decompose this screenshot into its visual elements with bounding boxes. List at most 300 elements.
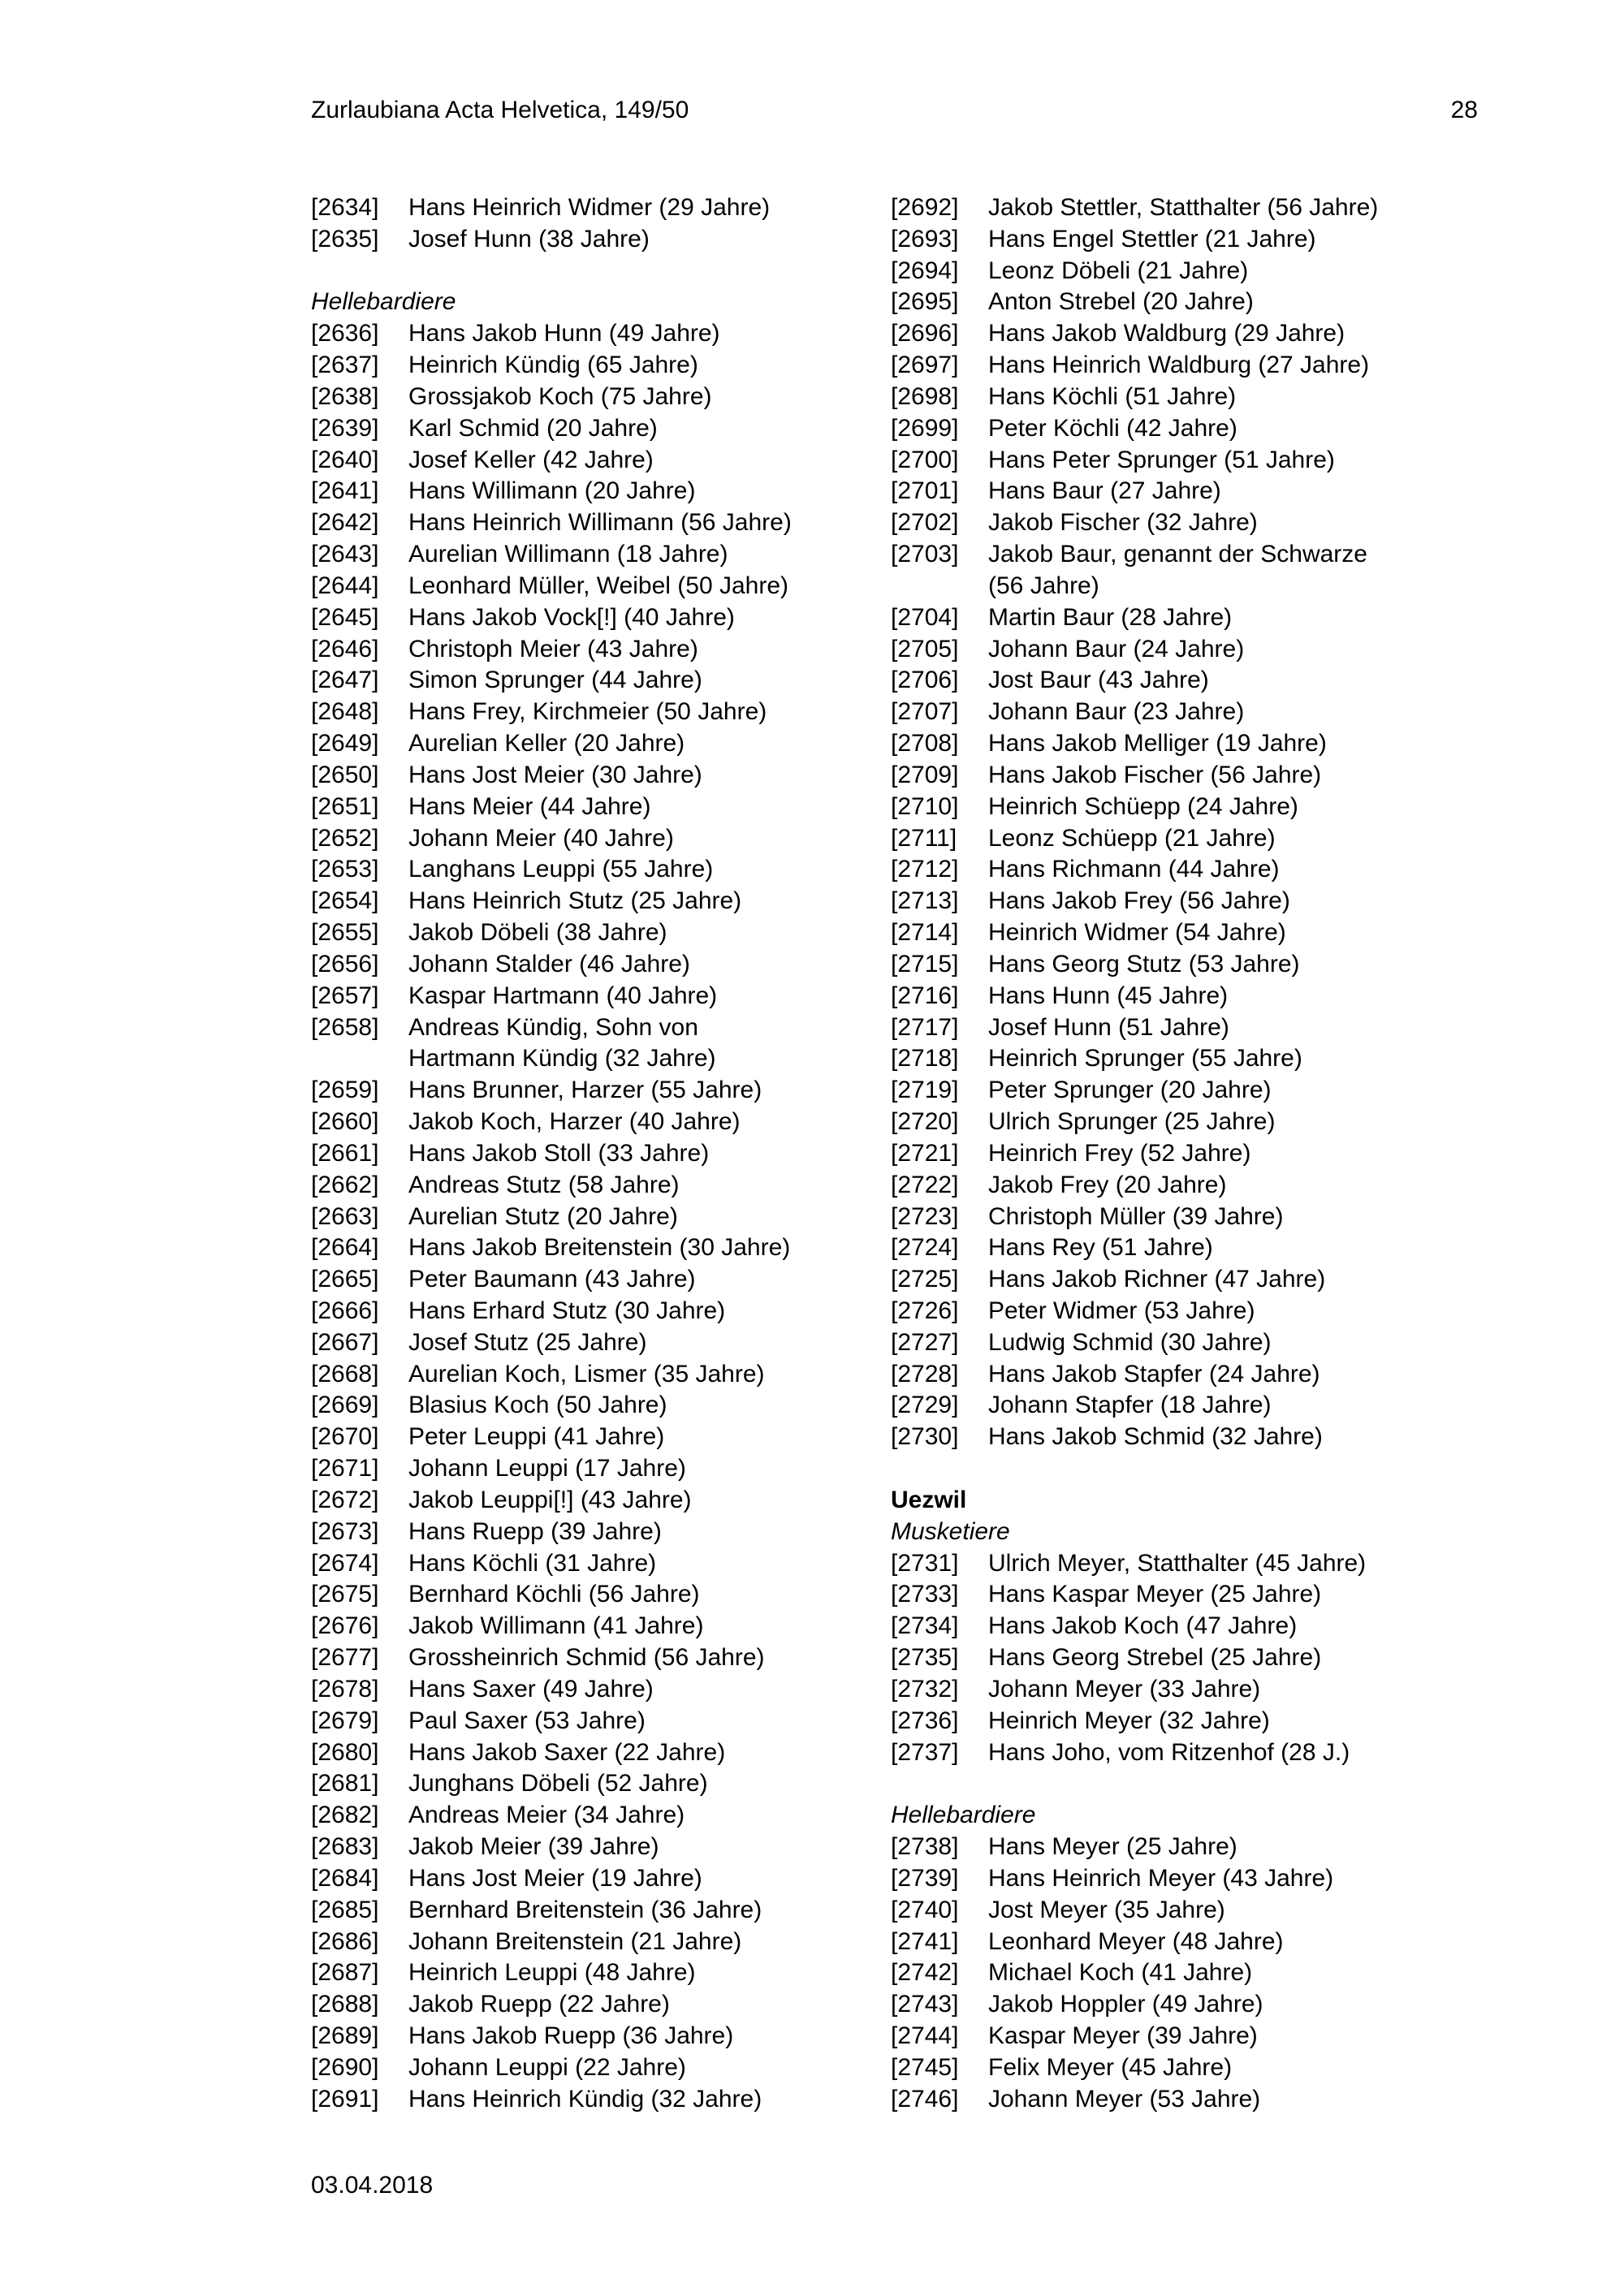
entry-number: [2670] — [311, 1423, 379, 1451]
list-item — [311, 1957, 888, 1989]
list-item — [311, 665, 888, 697]
entry-text: Hans Kaspar Meyer (25 Jahre) — [988, 1581, 1322, 1608]
list-item — [311, 1611, 888, 1642]
entry-text: Aurelian Willimann (18 Jahre) — [408, 541, 728, 568]
entry-number: [2710] — [891, 792, 959, 820]
entry-text: Johann Meyer (33 Jahre) — [988, 1675, 1261, 1703]
list-item — [311, 697, 888, 728]
entry-number: [2718] — [891, 1045, 959, 1072]
entry-number: [2684] — [311, 1864, 379, 1892]
entry-text: Johann Meier (40 Jahre) — [408, 824, 674, 852]
column-right — [891, 192, 1492, 2116]
entry-number: [2640] — [311, 446, 379, 473]
entry-text: Jakob Leuppi[!] (43 Jahre) — [408, 1486, 692, 1513]
entry-text: Ulrich Sprunger (25 Jahre) — [988, 1108, 1276, 1136]
entry-number: [2721] — [891, 1139, 959, 1167]
entry-number: [2722] — [891, 1171, 959, 1198]
entry-number: [2736] — [891, 1707, 959, 1734]
entry-number: [2666] — [311, 1297, 379, 1324]
entry-text: Josef Keller (42 Jahre) — [408, 446, 654, 473]
entry-text: Christoph Meier (43 Jahre) — [408, 635, 698, 662]
entry-text: Ulrich Meyer, Statthalter (45 Jahre) — [988, 1549, 1367, 1577]
entry-text: Grossheinrich Schmid (56 Jahre) — [408, 1644, 765, 1672]
entry-number: [2671] — [311, 1455, 379, 1482]
list-item — [311, 1453, 888, 1485]
entry-text: Hans Baur (27 Jahre) — [988, 477, 1221, 505]
entry-number: [2636] — [311, 320, 379, 347]
list-item — [311, 539, 888, 571]
entry-text: Hans Jakob Koch (47 Jahre) — [988, 1612, 1298, 1640]
section-heading: Hellebardiere — [311, 288, 456, 316]
entry-number: [2663] — [311, 1202, 379, 1230]
entry-text: Leonz Schüepp (21 Jahre) — [988, 824, 1276, 852]
list-item — [891, 697, 1492, 728]
entry-number: [2668] — [311, 1360, 379, 1388]
entry-text: Hans Georg Stutz (53 Jahre) — [988, 950, 1300, 978]
entry-text: Hans Jost Meier (30 Jahre) — [408, 761, 702, 788]
entry-text: Hans Heinrich Meyer (43 Jahre) — [988, 1864, 1334, 1892]
section-heading: Musketiere — [891, 1517, 1010, 1545]
entry-number: [2649] — [311, 730, 379, 757]
list-item — [891, 1390, 1492, 1422]
section-heading: Hellebardiere — [891, 1802, 1036, 1829]
list-item — [311, 1579, 888, 1611]
entry-text: Hans Jakob Vock[!] (40 Jahre) — [408, 603, 735, 631]
entry-text: Peter Baumann (43 Jahre) — [408, 1266, 696, 1293]
list-item — [311, 1138, 888, 1170]
list-item — [311, 1642, 888, 1674]
entry-text: Hans Heinrich Stutz (25 Jahre) — [408, 887, 742, 915]
entry-text: Hans Jakob Stoll (33 Jahre) — [408, 1139, 710, 1167]
entry-text: Hans Heinrich Widmer (29 Jahre) — [408, 194, 771, 221]
list-item — [311, 728, 888, 760]
list-item — [311, 792, 888, 823]
page-header — [311, 95, 1478, 126]
entry-number: [2650] — [311, 761, 379, 788]
entry-text: Josef Hunn (38 Jahre) — [408, 225, 650, 252]
entry-number: [2653] — [311, 856, 379, 883]
list-item — [891, 792, 1492, 823]
entry-number: [2731] — [891, 1549, 959, 1577]
list-item — [891, 1327, 1492, 1359]
entry-number: [2664] — [311, 1234, 379, 1262]
entry-text: Hans Ruepp (39 Jahre) — [408, 1517, 662, 1545]
entry-number: [2675] — [311, 1581, 379, 1608]
list-item — [891, 476, 1492, 507]
entry-number: [2743] — [891, 1991, 959, 2018]
entry-text: Peter Sprunger (20 Jahre) — [988, 1077, 1272, 1104]
entry-number: [2688] — [311, 1991, 379, 2018]
entry-number: [2724] — [891, 1234, 959, 1262]
entry-number: [2673] — [311, 1517, 379, 1545]
entry-text: Hans Joho, vom Ritzenhof (28 J.) — [988, 1738, 1350, 1766]
entry-text: Johann Meyer (53 Jahre) — [988, 2085, 1261, 2113]
list-item — [311, 445, 888, 477]
list-item — [311, 1422, 888, 1453]
list-item — [311, 1012, 888, 1044]
list-item — [311, 760, 888, 792]
entry-number: [2735] — [891, 1644, 959, 1672]
list-item — [311, 571, 888, 602]
entry-text: Hans Jakob Ruepp (36 Jahre) — [408, 2022, 734, 2050]
list-item — [891, 823, 1492, 855]
entry-text: Johann Stalder (46 Jahre) — [408, 950, 690, 978]
entry-text: Johann Stapfer (18 Jahre) — [988, 1392, 1272, 1419]
entry-text: Andreas Kündig, Sohn von — [408, 1013, 698, 1041]
list-item — [891, 1706, 1492, 1737]
entry-text: Heinrich Meyer (32 Jahre) — [988, 1707, 1270, 1734]
list-item — [891, 634, 1492, 666]
entry-number: [2690] — [311, 2053, 379, 2081]
entry-number: [2644] — [311, 572, 379, 599]
entry-text: Hans Brunner, Harzer (55 Jahre) — [408, 1077, 762, 1104]
blank-line — [891, 1453, 1492, 1485]
entry-number: [2685] — [311, 1896, 379, 1923]
section-heading-line — [311, 287, 888, 318]
entry-text: Josef Hunn (51 Jahre) — [988, 1013, 1229, 1041]
entry-number: [2696] — [891, 320, 959, 347]
entry-number: [2639] — [311, 414, 379, 442]
list-item — [891, 1548, 1492, 1580]
list-item — [311, 602, 888, 634]
entry-text: Hans Jakob Stapfer (24 Jahre) — [988, 1360, 1320, 1388]
entry-text: Jakob Stettler, Statthalter (56 Jahre) — [988, 194, 1379, 221]
entry-text: Peter Köchli (42 Jahre) — [988, 414, 1237, 442]
list-item — [891, 1075, 1492, 1107]
list-item — [311, 1390, 888, 1422]
entry-number: [2681] — [311, 1770, 379, 1798]
list-item — [311, 1927, 888, 1958]
list-item — [891, 1422, 1492, 1453]
entry-text: Jakob Ruepp (22 Jahre) — [408, 1991, 670, 2018]
list-item — [891, 350, 1492, 382]
list-item — [891, 1579, 1492, 1611]
entry-number: [2646] — [311, 635, 379, 662]
entry-text: Hans Rey (51 Jahre) — [988, 1234, 1213, 1262]
entry-number: [2701] — [891, 477, 959, 505]
entry-text: Michael Koch (41 Jahre) — [988, 1959, 1253, 1987]
entry-text: Peter Leuppi (41 Jahre) — [408, 1423, 665, 1451]
entry-number: [2674] — [311, 1549, 379, 1577]
list-item — [891, 445, 1492, 477]
entry-number: [2637] — [311, 352, 379, 379]
entry-text: Junghans Döbeli (52 Jahre) — [408, 1770, 708, 1798]
entry-number: [2697] — [891, 352, 959, 379]
entry-text: Peter Widmer (53 Jahre) — [988, 1297, 1255, 1324]
entry-text: Hans Jakob Fischer (56 Jahre) — [988, 761, 1322, 788]
list-item — [311, 224, 888, 256]
entry-number: [2660] — [311, 1108, 379, 1136]
entry-text: Hans Köchli (51 Jahre) — [988, 382, 1237, 410]
list-item — [891, 854, 1492, 886]
entry-number: [2656] — [311, 950, 379, 978]
list-item — [311, 1706, 888, 1737]
list-item — [311, 1359, 888, 1391]
list-item — [891, 382, 1492, 413]
list-item — [311, 981, 888, 1012]
list-item — [891, 1138, 1492, 1170]
entry-text: Hans Jakob Schmid (32 Jahre) — [988, 1423, 1323, 1451]
entry-number: [2669] — [311, 1392, 379, 1419]
entry-number: [2716] — [891, 982, 959, 1009]
entry-number: [2705] — [891, 635, 959, 662]
entry-number: [2643] — [311, 541, 379, 568]
entry-number: [2706] — [891, 667, 959, 694]
entry-text: Leonhard Meyer (48 Jahre) — [988, 1927, 1284, 1955]
entry-number: [2726] — [891, 1297, 959, 1324]
entry-text: Jakob Meier (39 Jahre) — [408, 1833, 659, 1861]
list-item — [891, 2052, 1492, 2084]
list-item — [891, 1012, 1492, 1044]
entry-number: [2693] — [891, 225, 959, 252]
entry-number: [2714] — [891, 919, 959, 947]
list-item — [891, 571, 1492, 602]
blank-line — [311, 256, 888, 287]
list-item — [311, 350, 888, 382]
entry-number: [2672] — [311, 1486, 379, 1513]
entry-number: [2641] — [311, 477, 379, 505]
list-item — [311, 1232, 888, 1264]
entry-text: Anton Strebel (20 Jahre) — [988, 288, 1254, 316]
list-item — [311, 1107, 888, 1138]
list-item — [891, 539, 1492, 571]
entry-text: Hans Richmann (44 Jahre) — [988, 856, 1280, 883]
list-item — [311, 1674, 888, 1706]
entry-number: [2699] — [891, 414, 959, 442]
list-item — [891, 318, 1492, 350]
entry-number: [2700] — [891, 446, 959, 473]
list-item — [891, 665, 1492, 697]
entry-text: Jost Baur (43 Jahre) — [988, 667, 1209, 694]
list-item — [891, 1232, 1492, 1264]
entry-number: [2683] — [311, 1833, 379, 1861]
entry-text: Jakob Koch, Harzer (40 Jahre) — [408, 1108, 741, 1136]
list-item — [311, 1832, 888, 1863]
entry-text: Aurelian Stutz (20 Jahre) — [408, 1202, 678, 1230]
list-item — [311, 1863, 888, 1895]
entry-number: [2741] — [891, 1927, 959, 1955]
entry-text: Jakob Hoppler (49 Jahre) — [988, 1991, 1263, 2018]
entry-text: Heinrich Schüepp (24 Jahre) — [988, 792, 1298, 820]
entry-text: Hans Georg Strebel (25 Jahre) — [988, 1644, 1322, 1672]
list-item — [891, 2021, 1492, 2052]
list-item — [311, 318, 888, 350]
list-item — [311, 413, 888, 445]
list-item — [891, 1895, 1492, 1927]
entry-text: Hans Willimann (20 Jahre) — [408, 477, 696, 505]
entry-number: [2717] — [891, 1013, 959, 1041]
list-item — [891, 1107, 1492, 1138]
entry-text: Johann Leuppi (22 Jahre) — [408, 2053, 686, 2081]
entry-number: [2734] — [891, 1612, 959, 1640]
entry-number: [2707] — [891, 698, 959, 726]
entry-number: [2727] — [891, 1328, 959, 1356]
entry-text: Heinrich Widmer (54 Jahre) — [988, 919, 1286, 947]
page-title: Zurlaubiana Acta Helvetica, 149/50 — [311, 97, 689, 123]
list-item — [891, 224, 1492, 256]
entry-text: Hans Heinrich Kündig (32 Jahre) — [408, 2085, 762, 2113]
entry-text: Hans Meyer (25 Jahre) — [988, 1833, 1237, 1861]
entry-text: Johann Leuppi (17 Jahre) — [408, 1455, 686, 1482]
entry-text: Hans Jakob Richner (47 Jahre) — [988, 1266, 1326, 1293]
list-item — [311, 1768, 888, 1800]
entry-text: Christoph Müller (39 Jahre) — [988, 1202, 1284, 1230]
list-item — [891, 1989, 1492, 2021]
entry-number: [2686] — [311, 1927, 379, 1955]
list-item — [891, 1957, 1492, 1989]
entry-number: [2733] — [891, 1581, 959, 1608]
list-item — [891, 287, 1492, 318]
entry-text: Bernhard Köchli (56 Jahre) — [408, 1581, 700, 1608]
list-item — [311, 1264, 888, 1296]
list-item — [311, 854, 888, 886]
section-heading-line — [891, 1517, 1492, 1548]
entry-number: [2689] — [311, 2022, 379, 2050]
list-item — [311, 634, 888, 666]
entry-text: Hans Peter Sprunger (51 Jahre) — [988, 446, 1335, 473]
entry-number: [2652] — [311, 824, 379, 852]
section-heading-line — [891, 1485, 1492, 1517]
entry-text: Heinrich Leuppi (48 Jahre) — [408, 1959, 696, 1987]
list-item — [311, 823, 888, 855]
entry-number: [2712] — [891, 856, 959, 883]
entry-text: Hans Erhard Stutz (30 Jahre) — [408, 1297, 726, 1324]
list-item — [891, 917, 1492, 949]
entry-number: [2745] — [891, 2053, 959, 2081]
list-item — [311, 2021, 888, 2052]
list-item — [311, 1170, 888, 1202]
entry-number: [2635] — [311, 225, 379, 252]
entry-text: Heinrich Kündig (65 Jahre) — [408, 352, 698, 379]
list-item — [311, 1202, 888, 1233]
entry-number: [2687] — [311, 1959, 379, 1987]
list-item — [891, 886, 1492, 917]
entry-number: [2739] — [891, 1864, 959, 1892]
list-item — [891, 760, 1492, 792]
entry-text: Hans Jakob Hunn (49 Jahre) — [408, 320, 720, 347]
list-item — [891, 1264, 1492, 1296]
entry-text: Johann Baur (24 Jahre) — [988, 635, 1245, 662]
entry-text: Leonhard Müller, Weibel (50 Jahre) — [408, 572, 789, 599]
list-item — [891, 1043, 1492, 1075]
entry-number: [2725] — [891, 1266, 959, 1293]
entry-text: Blasius Koch (50 Jahre) — [408, 1392, 667, 1419]
entry-number: [2661] — [311, 1139, 379, 1167]
list-item — [891, 507, 1492, 539]
entry-number: [2679] — [311, 1707, 379, 1734]
list-item — [311, 1548, 888, 1580]
footer-date: 03.04.2018 — [311, 2172, 434, 2199]
list-item — [311, 1800, 888, 1832]
entry-text: Hans Jakob Frey (56 Jahre) — [988, 887, 1290, 915]
entry-number: [2723] — [891, 1202, 959, 1230]
entry-number: [2659] — [311, 1077, 379, 1104]
entry-text: Hans Meier (44 Jahre) — [408, 792, 651, 820]
list-item — [311, 382, 888, 413]
entry-text: Simon Sprunger (44 Jahre) — [408, 667, 702, 694]
entry-number: [2715] — [891, 950, 959, 978]
entry-text: Langhans Leuppi (55 Jahre) — [408, 856, 714, 883]
entry-number: [2634] — [311, 194, 379, 221]
entry-text: Hans Heinrich Waldburg (27 Jahre) — [988, 352, 1370, 379]
entry-number: [2638] — [311, 382, 379, 410]
list-item — [891, 1674, 1492, 1706]
entry-text: Hans Jakob Saxer (22 Jahre) — [408, 1738, 726, 1766]
entry-text: Hans Heinrich Willimann (56 Jahre) — [408, 509, 792, 537]
entry-text: Kaspar Hartmann (40 Jahre) — [408, 982, 718, 1009]
entry-text: Hans Engel Stettler (21 Jahre) — [988, 225, 1316, 252]
entry-text: Ludwig Schmid (30 Jahre) — [988, 1328, 1272, 1356]
list-item — [891, 1863, 1492, 1895]
entry-text: Jakob Willimann (41 Jahre) — [408, 1612, 704, 1640]
list-item — [311, 192, 888, 224]
entry-number: [2698] — [891, 382, 959, 410]
list-item — [311, 1517, 888, 1548]
entry-number: [2728] — [891, 1360, 959, 1388]
entry-number: [2738] — [891, 1833, 959, 1861]
entry-text: Hans Jakob Waldburg (29 Jahre) — [988, 320, 1345, 347]
entry-text: Hans Jakob Melliger (19 Jahre) — [988, 730, 1327, 757]
entry-number: [2691] — [311, 2085, 379, 2113]
blank-line — [891, 1768, 1492, 1800]
entry-text: Karl Schmid (20 Jahre) — [408, 414, 658, 442]
entry-text: Hans Hunn (45 Jahre) — [988, 982, 1229, 1009]
list-item — [891, 192, 1492, 224]
list-item — [891, 1832, 1492, 1863]
list-item — [311, 1296, 888, 1327]
entry-number: [2732] — [891, 1675, 959, 1703]
list-item — [891, 1202, 1492, 1233]
list-item — [311, 1895, 888, 1927]
entry-number: [2692] — [891, 194, 959, 221]
entry-number: [2704] — [891, 603, 959, 631]
list-item — [891, 728, 1492, 760]
entry-number: [2720] — [891, 1108, 959, 1136]
entry-text: Jakob Frey (20 Jahre) — [988, 1171, 1227, 1198]
entry-text: Johann Breitenstein (21 Jahre) — [408, 1927, 742, 1955]
list-item — [891, 1170, 1492, 1202]
entry-number: [2729] — [891, 1392, 959, 1419]
entry-number: [2665] — [311, 1266, 379, 1293]
list-item — [891, 1359, 1492, 1391]
entry-text: Bernhard Breitenstein (36 Jahre) — [408, 1896, 762, 1923]
entry-number: [2682] — [311, 1802, 379, 1829]
entry-number: [2677] — [311, 1644, 379, 1672]
entry-number: [2642] — [311, 509, 379, 537]
list-item — [311, 1737, 888, 1769]
list-item — [891, 1611, 1492, 1642]
list-item — [891, 949, 1492, 981]
list-item — [891, 1737, 1492, 1769]
entry-number: [2740] — [891, 1896, 959, 1923]
entry-number: [2676] — [311, 1612, 379, 1640]
entry-text-continuation: (56 Jahre) — [988, 572, 1099, 599]
entry-number: [2648] — [311, 698, 379, 726]
list-item — [891, 256, 1492, 287]
entry-number: [2708] — [891, 730, 959, 757]
list-item — [311, 507, 888, 539]
list-item — [891, 1927, 1492, 1958]
entry-text: Kaspar Meyer (39 Jahre) — [988, 2022, 1258, 2050]
entry-text: Hans Köchli (31 Jahre) — [408, 1549, 657, 1577]
entry-number: [2742] — [891, 1959, 959, 1987]
entry-text: Aurelian Koch, Lismer (35 Jahre) — [408, 1360, 765, 1388]
entry-text: Hans Frey, Kirchmeier (50 Jahre) — [408, 698, 767, 726]
entry-number: [2709] — [891, 761, 959, 788]
entry-number: [2746] — [891, 2085, 959, 2113]
list-item — [311, 1075, 888, 1107]
entry-text: Heinrich Sprunger (55 Jahre) — [988, 1045, 1302, 1072]
